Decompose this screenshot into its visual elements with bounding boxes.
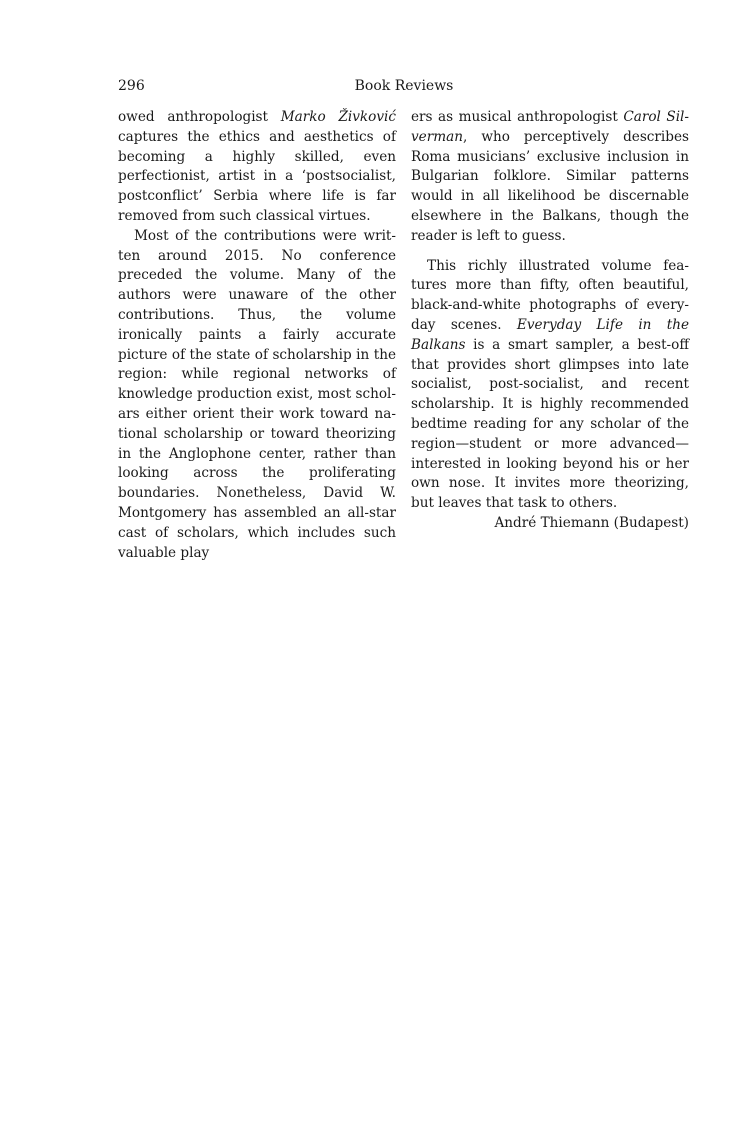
author-name: Marko Živković [280,109,396,125]
text-run: This richly illustrated volume features more than fifty, often beautiful, black-and-white photographs of everyday scenes. [411,257,689,333]
paragraph [411,108,689,247]
reviewer-signature: André Thiemann (Budapest) [494,514,689,531]
paragraph [411,257,689,514]
page-number: 296 [118,78,145,94]
paragraph [118,108,396,227]
right-column [411,108,689,534]
author-name: Carol Silverman [411,109,689,145]
book-title: Everyday Life in the Balkans [411,316,690,353]
running-head [118,76,690,96]
text-run: captures the ethics and aesthetics of becoming a highly skilled, even perfectionist, artist in a ‘postsocialist, postconflict’ Serbia where life is far removed from such classical virtues. [118,128,396,224]
text-run: ers as musical anthropologist [411,109,624,125]
paragraph: Most of the contributions were written around 2015. No conference preceded the volume. Many of the authors were unaware of the other contributions. Thus, the volume ironically paints a fairly accurate picture of the state of scholarship in the region: while regional networks of knowledge production exist, most scholars either orient their work toward national scholarship or toward theorizing in the Anglophone center, rather than looking across the proliferating boundaries. Nonetheless, David W. Montgomery has assembled an all-star cast of scholars, which includes such valuable play [118,227,396,561]
text-run: , who perceptively describes Roma musicians’ exclusive inclusion in Bulgarian folklore. Similar patterns would in all likelihood be discernable elsewhere in the Balkans, though the reader is left to guess. [411,128,689,244]
running-title: Book Reviews [354,78,454,94]
left-column [118,108,396,563]
text-run: owed anthropologist [118,109,281,125]
text-run: is a smart sampler, a best-off that provides short glimpses into late socialist, post-socialist, and recent scholarship. It is highly recommended bedtime reading for any scholar of the region—student or more advanced—interested in looking beyond his or her own nose. It invites more theorizing, but leaves that task to others. [411,336,689,512]
